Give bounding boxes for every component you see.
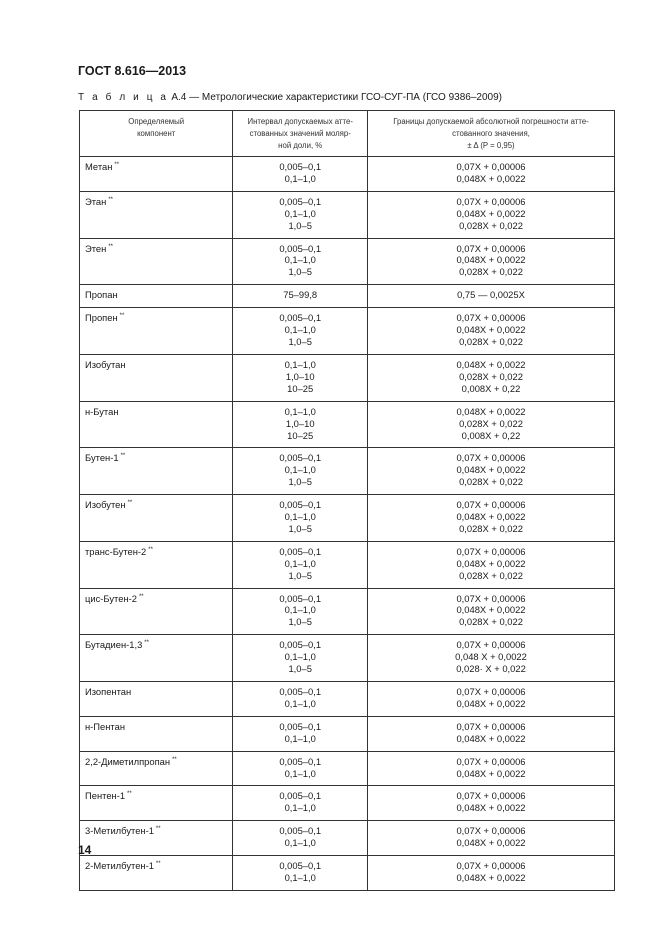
footnote-mark: ** xyxy=(127,791,132,798)
table-caption-prefix: Т а б л и ц а xyxy=(78,92,169,103)
interval-cell xyxy=(233,541,368,588)
interval-cell xyxy=(233,191,368,238)
interval-value: 0,1–1,0 xyxy=(284,511,316,523)
component-cell xyxy=(80,635,233,682)
interval-cell xyxy=(233,285,368,308)
error-value: 0,008X + 0,22 xyxy=(461,429,521,441)
table-caption xyxy=(78,92,502,103)
interval-value: 0,1–1,0 xyxy=(284,802,316,814)
table-row xyxy=(80,495,615,542)
table-row xyxy=(80,786,615,821)
error-value: 0,028X + 0,022 xyxy=(459,336,523,348)
footnote-mark: ** xyxy=(119,313,125,320)
interval-value: 1,0–5 xyxy=(288,569,312,581)
footnote-mark: ** xyxy=(144,640,149,647)
table-row xyxy=(80,821,615,856)
interval-cell xyxy=(233,354,368,401)
interval-value: 0,005–0,1 xyxy=(279,312,322,324)
error-value: 0,07X + 0,00006 xyxy=(456,790,526,802)
footnote-mark: ** xyxy=(127,500,133,507)
error-value: 0,028X + 0,022 xyxy=(459,569,523,581)
interval-cell xyxy=(233,786,368,821)
interval-value: 0,005–0,1 xyxy=(279,825,322,837)
component-name: Изобутан xyxy=(85,358,126,370)
component-cell xyxy=(80,541,233,588)
interval-value: 0,1–1,0 xyxy=(284,651,316,663)
error-value: 0,028X + 0,022 xyxy=(459,219,523,231)
interval-value: 0,1–1,0 xyxy=(284,871,316,883)
component-cell xyxy=(80,716,233,751)
error-value: 0,048X + 0,0022 xyxy=(456,557,526,569)
interval-value: 1,0–5 xyxy=(288,663,312,675)
error-cell xyxy=(368,751,615,786)
component-cell xyxy=(80,821,233,856)
error-value: 0,028X + 0,022 xyxy=(459,616,523,628)
interval-value: 1,0–5 xyxy=(288,476,312,488)
error-value: 0,048X + 0,0022 xyxy=(456,405,526,417)
error-value: 0,07X + 0,00006 xyxy=(456,195,526,207)
error-cell xyxy=(368,786,615,821)
error-value: 0,028X + 0,022 xyxy=(459,266,523,278)
error-value: 0,028X + 0,022 xyxy=(459,370,523,382)
interval-cell xyxy=(233,588,368,635)
error-value: 0,028· X + 0,022 xyxy=(456,663,526,675)
error-value: 0,07X + 0,00006 xyxy=(456,592,526,604)
table-row xyxy=(80,541,615,588)
interval-value: 10–25 xyxy=(287,382,314,394)
error-cell xyxy=(368,238,615,285)
interval-value: 0,1–1,0 xyxy=(284,837,316,849)
interval-value: 0,1–1,0 xyxy=(284,767,316,779)
footnote-mark: ** xyxy=(114,162,120,168)
interval-value: 0,005–0,1 xyxy=(279,592,322,604)
footnote-mark: ** xyxy=(155,861,161,868)
footnote-mark: ** xyxy=(120,453,126,460)
error-value: 0,048 X + 0,0022 xyxy=(455,651,527,663)
error-cell xyxy=(368,191,615,238)
interval-value: 0,1–1,0 xyxy=(284,732,316,744)
table-row xyxy=(80,682,615,717)
interval-value: 1,0–5 xyxy=(288,266,312,278)
component-cell xyxy=(80,682,233,717)
component-name: Пропан xyxy=(85,289,118,301)
interval-value: 75–99,8 xyxy=(283,289,318,301)
document-code: ГОСТ 8.616—2013 xyxy=(78,64,187,78)
component-name: 3-Метилбутен-1 xyxy=(85,825,154,837)
interval-value: 10–25 xyxy=(287,429,314,441)
interval-value: 0,1–1,0 xyxy=(284,207,316,219)
table-caption-text: А.4 — Метрологические характеристики ГСО-СУГ-ПА (ГСО 9386–2009) xyxy=(168,92,502,103)
component-cell xyxy=(80,401,233,448)
error-value: 0,048X + 0,0022 xyxy=(456,207,526,219)
error-value: 0,07X + 0,00006 xyxy=(456,755,526,767)
interval-cell xyxy=(233,716,368,751)
footnote-mark: ** xyxy=(172,756,177,763)
component-name: транс-Бутен-2 xyxy=(85,545,147,557)
interval-value: 0,1–1,0 xyxy=(284,557,316,569)
table-row xyxy=(80,856,615,891)
error-value: 0,028X + 0,022 xyxy=(459,522,523,534)
component-name: Метан xyxy=(85,161,113,172)
error-value: 0,048X + 0,0022 xyxy=(456,697,526,709)
error-value: 0,028X + 0,022 xyxy=(459,417,523,429)
error-value: 0,008X + 0,22 xyxy=(461,382,521,394)
interval-value: 0,1–1,0 xyxy=(284,324,316,336)
error-value: 0,07X + 0,00006 xyxy=(456,860,526,872)
error-value: 0,048X + 0,0022 xyxy=(456,871,526,883)
error-value: 0,07X + 0,00006 xyxy=(456,242,526,254)
interval-value: 0,005–0,1 xyxy=(279,860,322,872)
interval-value: 0,005–0,1 xyxy=(279,720,322,732)
interval-value: 0,005–0,1 xyxy=(279,790,322,802)
table-row xyxy=(80,401,615,448)
component-cell xyxy=(80,285,233,308)
component-name: Бутадиен-1,3 xyxy=(85,639,143,651)
interval-cell xyxy=(233,856,368,891)
component-name: Изопентан xyxy=(85,686,132,697)
interval-value: 0,005–0,1 xyxy=(279,161,322,172)
component-cell xyxy=(80,448,233,495)
error-value: 0,07X + 0,00006 xyxy=(456,639,526,651)
interval-value: 0,1–1,0 xyxy=(284,604,316,616)
error-value: 0,048X + 0,0022 xyxy=(456,172,526,184)
component-cell xyxy=(80,786,233,821)
interval-value: 1,0–5 xyxy=(288,522,312,534)
interval-value: 0,1–1,0 xyxy=(284,464,316,476)
column-header-error: Границы допускаемой абсолютной погрешности атте- стованного значения, ± Δ (P = 0,95) xyxy=(368,111,615,157)
component-name: 2-Метилбутен-1 xyxy=(85,860,154,872)
component-name: Изобутен xyxy=(85,499,126,511)
interval-cell xyxy=(233,308,368,355)
table-row xyxy=(80,716,615,751)
footnote-mark: ** xyxy=(138,593,144,600)
error-cell xyxy=(368,682,615,717)
error-value: 0,07X + 0,00006 xyxy=(456,452,526,464)
table-row xyxy=(80,588,615,635)
component-cell xyxy=(80,191,233,238)
error-value: 0,048X + 0,0022 xyxy=(456,464,526,476)
error-value: 0,048X + 0,0022 xyxy=(456,732,526,744)
component-name: н-Бутан xyxy=(85,405,119,417)
table-row xyxy=(80,635,615,682)
interval-value: 1,0–5 xyxy=(288,616,312,628)
footnote-mark: ** xyxy=(155,826,161,833)
interval-cell xyxy=(233,495,368,542)
interval-value: 0,005–0,1 xyxy=(279,755,322,767)
error-cell xyxy=(368,821,615,856)
error-value: 0,048X + 0,0022 xyxy=(456,837,526,849)
interval-value: 1,0–5 xyxy=(288,219,312,231)
error-value: 0,75 — 0,0025X xyxy=(457,289,525,301)
table-row xyxy=(80,238,615,285)
error-cell xyxy=(368,495,615,542)
error-value: 0,048X + 0,0022 xyxy=(456,767,526,779)
interval-value: 1,0–10 xyxy=(285,370,315,382)
error-value: 0,048X + 0,0022 xyxy=(456,358,526,370)
error-value: 0,07X + 0,00006 xyxy=(456,825,526,837)
error-value: 0,028X + 0,022 xyxy=(459,476,523,488)
table-row xyxy=(80,448,615,495)
interval-value: 0,1–1,0 xyxy=(284,697,316,709)
component-name: 2,2-Диметилпропан xyxy=(85,755,171,767)
component-cell xyxy=(80,856,233,891)
error-value: 0,07X + 0,00006 xyxy=(456,686,526,697)
component-name: Этен xyxy=(85,242,107,254)
interval-value: 1,0–5 xyxy=(288,336,312,348)
interval-cell xyxy=(233,635,368,682)
error-cell xyxy=(368,588,615,635)
error-cell xyxy=(368,285,615,308)
component-cell xyxy=(80,354,233,401)
metrology-table xyxy=(79,110,615,891)
error-value: 0,048X + 0,0022 xyxy=(456,604,526,616)
table-row xyxy=(80,354,615,401)
table-row xyxy=(80,751,615,786)
footnote-mark: ** xyxy=(148,546,153,553)
interval-cell xyxy=(233,821,368,856)
error-cell xyxy=(368,856,615,891)
table-row xyxy=(80,308,615,355)
component-name: цис-Бутен-2 xyxy=(85,592,137,604)
component-name: Этан xyxy=(85,195,107,207)
column-header-interval: Интервал допускаемых атте- стованных значений моляр- ной доли, % xyxy=(233,111,368,157)
error-cell xyxy=(368,448,615,495)
interval-cell xyxy=(233,682,368,717)
interval-cell xyxy=(233,401,368,448)
page-number: 14 xyxy=(78,843,92,857)
error-cell xyxy=(368,635,615,682)
interval-cell xyxy=(233,238,368,285)
footnote-mark: ** xyxy=(108,196,113,203)
interval-value: 0,1–1,0 xyxy=(284,254,316,266)
error-value: 0,048X + 0,0022 xyxy=(456,324,526,336)
table-row xyxy=(80,157,615,192)
component-cell xyxy=(80,751,233,786)
component-cell xyxy=(80,308,233,355)
component-name: Пропен xyxy=(85,312,118,324)
error-cell xyxy=(368,308,615,355)
interval-value: 0,005–0,1 xyxy=(279,545,322,557)
component-name: Пентен-1 xyxy=(85,790,126,802)
error-value: 0,07X + 0,00006 xyxy=(456,161,526,172)
interval-cell xyxy=(233,751,368,786)
interval-value: 0,1–1,0 xyxy=(284,358,316,370)
interval-value: 0,005–0,1 xyxy=(279,242,322,254)
table-row xyxy=(80,191,615,238)
error-value: 0,048X + 0,0022 xyxy=(456,254,526,266)
error-value: 0,07X + 0,00006 xyxy=(456,499,526,511)
footnote-mark: ** xyxy=(108,243,113,250)
error-cell xyxy=(368,716,615,751)
error-cell xyxy=(368,157,615,192)
error-value: 0,048X + 0,0022 xyxy=(456,802,526,814)
error-cell xyxy=(368,541,615,588)
table-row xyxy=(80,285,615,308)
component-cell xyxy=(80,157,233,192)
component-name: Бутен-1 xyxy=(85,452,119,464)
error-value: 0,07X + 0,00006 xyxy=(456,312,526,324)
interval-cell xyxy=(233,157,368,192)
interval-value: 0,005–0,1 xyxy=(279,639,322,651)
component-cell xyxy=(80,495,233,542)
interval-value: 0,005–0,1 xyxy=(279,499,322,511)
error-value: 0,07X + 0,00006 xyxy=(456,720,526,732)
error-value: 0,048X + 0,0022 xyxy=(456,511,526,523)
error-cell xyxy=(368,354,615,401)
interval-value: 1,0–10 xyxy=(285,417,315,429)
interval-value: 0,005–0,1 xyxy=(279,195,322,207)
interval-cell xyxy=(233,448,368,495)
interval-value: 0,005–0,1 xyxy=(279,686,322,697)
component-cell xyxy=(80,588,233,635)
table-header-row xyxy=(80,111,615,157)
component-name: н-Пентан xyxy=(85,720,126,732)
error-cell xyxy=(368,401,615,448)
interval-value: 0,1–1,0 xyxy=(284,172,316,184)
column-header-component: Определяемый компонент xyxy=(80,111,233,157)
error-value: 0,07X + 0,00006 xyxy=(456,545,526,557)
interval-value: 0,005–0,1 xyxy=(279,452,322,464)
interval-value: 0,1–1,0 xyxy=(284,405,316,417)
component-cell xyxy=(80,238,233,285)
table-body xyxy=(80,157,615,891)
